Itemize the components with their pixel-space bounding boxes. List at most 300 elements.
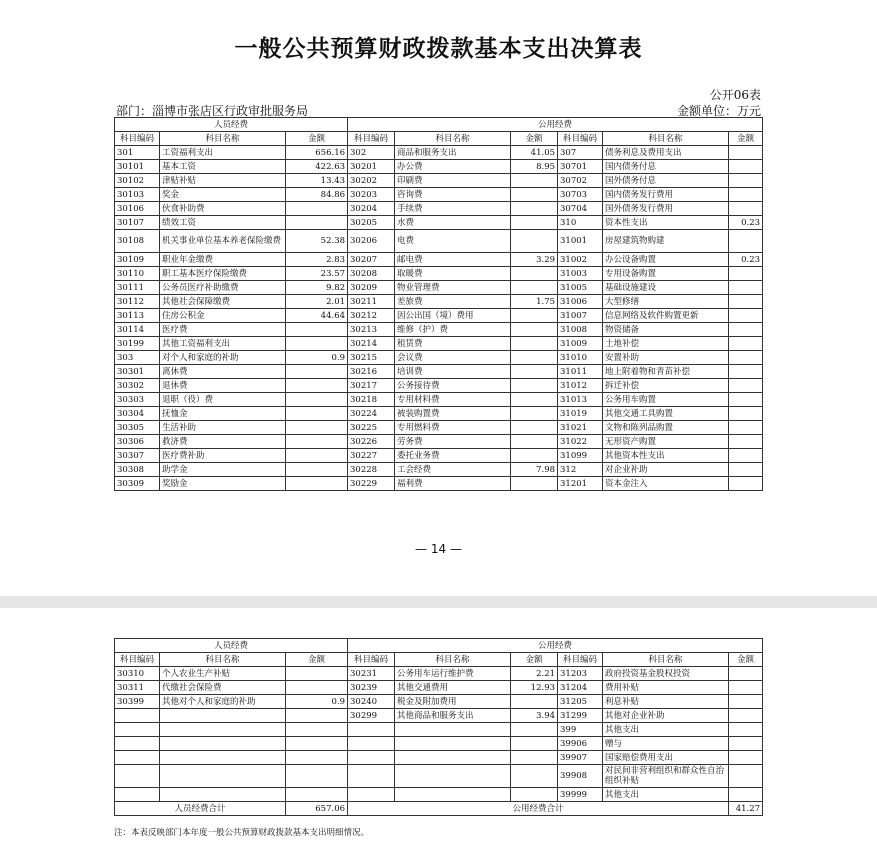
public-code-cell: 30205 — [348, 216, 395, 230]
personnel-code-cell: 30110 — [115, 267, 160, 281]
public-name-cell — [395, 765, 511, 788]
capital-amount-cell — [729, 295, 763, 309]
personnel-amount-cell: 2.83 — [286, 253, 348, 267]
table-row — [115, 253, 763, 267]
personnel-amount-cell — [286, 323, 348, 337]
table-row — [115, 216, 763, 230]
table-row — [115, 267, 763, 281]
col-amount: 金额 — [511, 132, 558, 146]
public-amount-cell: 41.05 — [511, 146, 558, 160]
capital-code-cell: 31012 — [558, 379, 603, 393]
personnel-name-cell: 公务员医疗补助缴费 — [160, 281, 286, 295]
public-code-cell — [348, 723, 395, 737]
public-code-cell: 30206 — [348, 230, 395, 253]
personnel-amount-cell — [286, 723, 348, 737]
personnel-code-cell: 30112 — [115, 295, 160, 309]
public-name-cell — [395, 788, 511, 802]
capital-amount-cell — [729, 723, 763, 737]
personnel-code-cell: 30305 — [115, 421, 160, 435]
public-name-cell — [395, 723, 511, 737]
capital-name-cell: 利息补贴 — [603, 695, 729, 709]
personnel-name-cell — [160, 751, 286, 765]
capital-amount-cell — [729, 230, 763, 253]
personnel-name-cell: 助学金 — [160, 463, 286, 477]
personnel-name-cell: 其他社会保障缴费 — [160, 295, 286, 309]
personnel-amount-cell — [286, 393, 348, 407]
public-amount-cell — [511, 174, 558, 188]
personnel-name-cell: 奖励金 — [160, 477, 286, 491]
col-amount: 金额 — [729, 132, 763, 146]
capital-code-cell: 39999 — [558, 788, 603, 802]
capital-code-cell: 310 — [558, 216, 603, 230]
public-amount-cell: 2.21 — [511, 667, 558, 681]
personnel-code-cell: 30399 — [115, 695, 160, 709]
personnel-name-cell: 医疗费 — [160, 323, 286, 337]
capital-amount-cell — [729, 267, 763, 281]
personnel-code-cell: 30309 — [115, 477, 160, 491]
capital-name-cell: 基础设施建设 — [603, 281, 729, 295]
personnel-amount-cell — [286, 337, 348, 351]
personnel-name-cell: 医疗费补助 — [160, 449, 286, 463]
personnel-amount-cell — [286, 765, 348, 788]
personnel-name-cell: 退休费 — [160, 379, 286, 393]
personnel-header: 人员经费 — [115, 118, 348, 132]
personnel-amount-cell — [286, 737, 348, 751]
capital-name-cell: 其他资本性支出 — [603, 449, 729, 463]
personnel-code-cell: 30306 — [115, 435, 160, 449]
personnel-code-cell: 30102 — [115, 174, 160, 188]
public-name-cell: 差旅费 — [395, 295, 511, 309]
personnel-name-cell: 伙食补助费 — [160, 202, 286, 216]
personnel-name-cell: 生活补助 — [160, 421, 286, 435]
form-number: 公开06表 — [709, 88, 761, 102]
public-amount-cell — [511, 421, 558, 435]
capital-name-cell: 其他支出 — [603, 788, 729, 802]
public-code-cell: 30299 — [348, 709, 395, 723]
table-row — [115, 174, 763, 188]
personnel-code-cell: 30114 — [115, 323, 160, 337]
public-code-cell: 30239 — [348, 681, 395, 695]
capital-amount-cell — [729, 463, 763, 477]
public-name-cell: 因公出国（境）费用 — [395, 309, 511, 323]
public-name-cell: 税金及附加费用 — [395, 695, 511, 709]
capital-name-cell: 房屋建筑物购建 — [603, 230, 729, 253]
capital-code-cell: 31205 — [558, 695, 603, 709]
page-15 — [0, 608, 877, 859]
public-name-cell: 印刷费 — [395, 174, 511, 188]
personnel-name-cell: 抚恤金 — [160, 407, 286, 421]
capital-name-cell: 其他交通工具购置 — [603, 407, 729, 421]
capital-code-cell: 31019 — [558, 407, 603, 421]
personnel-amount-cell: 44.64 — [286, 309, 348, 323]
capital-amount-cell — [729, 146, 763, 160]
capital-name-cell: 文物和陈列品购置 — [603, 421, 729, 435]
personnel-code-cell: 30113 — [115, 309, 160, 323]
table-row — [115, 788, 763, 802]
public-amount-cell — [511, 723, 558, 737]
personnel-name-cell: 对个人和家庭的补助 — [160, 351, 286, 365]
table-row — [115, 449, 763, 463]
table-row — [115, 365, 763, 379]
public-amount-cell — [511, 281, 558, 295]
capital-code-cell: 30701 — [558, 160, 603, 174]
page-separator — [0, 596, 877, 608]
capital-name-cell: 对民间非营利组织和群众性自治组织补贴 — [603, 765, 729, 788]
col-amount: 金额 — [511, 653, 558, 667]
public-code-cell: 30231 — [348, 667, 395, 681]
capital-name-cell: 对企业补助 — [603, 463, 729, 477]
personnel-name-cell — [160, 737, 286, 751]
public-amount-cell: 3.29 — [511, 253, 558, 267]
public-name-cell: 物业管理费 — [395, 281, 511, 295]
personnel-code-cell: 30107 — [115, 216, 160, 230]
capital-code-cell: 31008 — [558, 323, 603, 337]
personnel-code-cell: 301 — [115, 146, 160, 160]
capital-code-cell: 31002 — [558, 253, 603, 267]
public-name-cell: 商品和服务支出 — [395, 146, 511, 160]
capital-amount-cell — [729, 309, 763, 323]
public-code-cell: 30215 — [348, 351, 395, 365]
capital-code-cell: 30702 — [558, 174, 603, 188]
personnel-amount-cell — [286, 202, 348, 216]
table-row — [115, 146, 763, 160]
personnel-name-cell: 津贴补贴 — [160, 174, 286, 188]
table-row — [115, 765, 763, 788]
public-name-cell: 福利费 — [395, 477, 511, 491]
table-row — [115, 709, 763, 723]
capital-amount-cell — [729, 695, 763, 709]
personnel-name-cell: 退职（役）费 — [160, 393, 286, 407]
personnel-code-cell: 30101 — [115, 160, 160, 174]
personnel-amount-cell — [286, 421, 348, 435]
public-amount-cell — [511, 393, 558, 407]
capital-name-cell: 国外债务发行费用 — [603, 202, 729, 216]
personnel-code-cell: 30103 — [115, 188, 160, 202]
personnel-name-cell: 其他对个人和家庭的补助 — [160, 695, 286, 709]
personnel-name-cell: 基本工资 — [160, 160, 286, 174]
public-amount-cell — [511, 788, 558, 802]
capital-code-cell: 31022 — [558, 435, 603, 449]
personnel-amount-cell: 13.43 — [286, 174, 348, 188]
capital-name-cell: 无形资产购置 — [603, 435, 729, 449]
personnel-code-cell — [115, 737, 160, 751]
capital-name-cell: 物资储备 — [603, 323, 729, 337]
personnel-name-cell: 其他工资福利支出 — [160, 337, 286, 351]
public-amount-cell — [511, 188, 558, 202]
capital-name-cell: 专用设备购置 — [603, 267, 729, 281]
expenditure-table-part1 — [114, 117, 763, 491]
capital-code-cell: 31021 — [558, 421, 603, 435]
personnel-name-cell: 奖金 — [160, 188, 286, 202]
public-code-cell: 30218 — [348, 393, 395, 407]
public-name-cell: 租赁费 — [395, 337, 511, 351]
public-code-cell: 30209 — [348, 281, 395, 295]
capital-name-cell: 国外债务付息 — [603, 174, 729, 188]
capital-code-cell: 31005 — [558, 281, 603, 295]
public-code-cell: 30203 — [348, 188, 395, 202]
personnel-code-cell: 30303 — [115, 393, 160, 407]
capital-amount-cell — [729, 365, 763, 379]
personnel-name-cell: 工资福利支出 — [160, 146, 286, 160]
capital-amount-cell — [729, 323, 763, 337]
table-row — [115, 737, 763, 751]
personnel-name-cell — [160, 723, 286, 737]
personnel-total-label: 人员经费合计 — [115, 802, 286, 816]
public-name-cell: 其他交通费用 — [395, 681, 511, 695]
personnel-header: 人员经费 — [115, 639, 348, 653]
public-name-cell: 专用燃料费 — [395, 421, 511, 435]
table-row — [115, 751, 763, 765]
capital-amount-cell — [729, 407, 763, 421]
public-amount-cell — [511, 202, 558, 216]
table-row — [115, 230, 763, 253]
personnel-name-cell — [160, 765, 286, 788]
table-row — [115, 463, 763, 477]
public-name-cell: 维修（护）费 — [395, 323, 511, 337]
public-code-cell: 30240 — [348, 695, 395, 709]
public-code-cell: 30208 — [348, 267, 395, 281]
table-row — [115, 421, 763, 435]
public-name-cell: 委托业务费 — [395, 449, 511, 463]
public-code-cell: 30201 — [348, 160, 395, 174]
table-row — [115, 309, 763, 323]
public-code-cell: 30212 — [348, 309, 395, 323]
capital-amount-cell — [729, 174, 763, 188]
public-code-cell — [348, 788, 395, 802]
public-amount-cell — [511, 267, 558, 281]
public-code-cell: 30214 — [348, 337, 395, 351]
personnel-amount-cell: 9.82 — [286, 281, 348, 295]
public-amount-cell — [511, 751, 558, 765]
personnel-code-cell: 303 — [115, 351, 160, 365]
public-name-cell: 工会经费 — [395, 463, 511, 477]
public-amount-cell — [511, 365, 558, 379]
capital-code-cell: 31011 — [558, 365, 603, 379]
personnel-name-cell: 住房公积金 — [160, 309, 286, 323]
public-name-cell: 水费 — [395, 216, 511, 230]
capital-name-cell: 国家赔偿费用支出 — [603, 751, 729, 765]
public-amount-cell — [511, 477, 558, 491]
personnel-name-cell: 代缴社会保险费 — [160, 681, 286, 695]
capital-name-cell: 政府投资基金股权投资 — [603, 667, 729, 681]
table-row — [115, 695, 763, 709]
capital-amount-cell — [729, 379, 763, 393]
personnel-amount-cell — [286, 477, 348, 491]
personnel-amount-cell: 0.9 — [286, 695, 348, 709]
capital-name-cell: 国内债务付息 — [603, 160, 729, 174]
table-row — [115, 351, 763, 365]
capital-amount-cell — [729, 188, 763, 202]
department-label: 部门：淄博市张店区行政审批服务局 — [116, 104, 309, 118]
public-code-cell: 30207 — [348, 253, 395, 267]
personnel-amount-cell — [286, 216, 348, 230]
personnel-amount-cell: 84.86 — [286, 188, 348, 202]
public-code-cell: 30226 — [348, 435, 395, 449]
table-row — [115, 160, 763, 174]
personnel-amount-cell: 2.01 — [286, 295, 348, 309]
public-header: 公用经费 — [348, 639, 763, 653]
capital-code-cell: 39906 — [558, 737, 603, 751]
col-name: 科目名称 — [603, 132, 729, 146]
public-name-cell: 其他商品和服务支出 — [395, 709, 511, 723]
personnel-code-cell: 30301 — [115, 365, 160, 379]
personnel-code-cell: 30302 — [115, 379, 160, 393]
public-name-cell — [395, 751, 511, 765]
capital-name-cell: 资本性支出 — [603, 216, 729, 230]
capital-name-cell: 信息网络及软件购置更新 — [603, 309, 729, 323]
public-code-cell: 30225 — [348, 421, 395, 435]
personnel-name-cell: 离休费 — [160, 365, 286, 379]
capital-name-cell: 大型修缮 — [603, 295, 729, 309]
capital-amount-cell — [729, 667, 763, 681]
col-name: 科目名称 — [160, 653, 286, 667]
public-total-label: 公用经费合计 — [348, 802, 729, 816]
public-code-cell: 30204 — [348, 202, 395, 216]
capital-amount-cell — [729, 681, 763, 695]
personnel-code-cell: 30111 — [115, 281, 160, 295]
col-amount: 金额 — [286, 132, 348, 146]
col-code: 科目编码 — [115, 132, 160, 146]
table-row — [115, 188, 763, 202]
capital-code-cell: 31001 — [558, 230, 603, 253]
capital-amount-cell: 0.23 — [729, 216, 763, 230]
public-code-cell: 30224 — [348, 407, 395, 421]
public-amount-cell — [511, 407, 558, 421]
col-amount: 金额 — [286, 653, 348, 667]
personnel-amount-cell: 52.38 — [286, 230, 348, 253]
public-name-cell: 劳务费 — [395, 435, 511, 449]
public-name-cell: 会议费 — [395, 351, 511, 365]
table-row — [115, 723, 763, 737]
capital-name-cell: 赠与 — [603, 737, 729, 751]
table-row — [115, 295, 763, 309]
public-amount-cell — [511, 337, 558, 351]
personnel-amount-cell: 656.16 — [286, 146, 348, 160]
personnel-amount-cell — [286, 379, 348, 393]
personnel-code-cell — [115, 751, 160, 765]
capital-code-cell: 31203 — [558, 667, 603, 681]
capital-name-cell: 其他支出 — [603, 723, 729, 737]
capital-amount-cell — [729, 788, 763, 802]
capital-code-cell: 307 — [558, 146, 603, 160]
public-code-cell — [348, 737, 395, 751]
capital-code-cell: 31204 — [558, 681, 603, 695]
capital-code-cell: 31007 — [558, 309, 603, 323]
personnel-amount-cell — [286, 788, 348, 802]
capital-amount-cell — [729, 337, 763, 351]
capital-amount-cell — [729, 393, 763, 407]
public-amount-cell: 7.98 — [511, 463, 558, 477]
table-row — [115, 667, 763, 681]
personnel-code-cell: 30199 — [115, 337, 160, 351]
public-name-cell: 公务接待费 — [395, 379, 511, 393]
personnel-amount-cell: 422.63 — [286, 160, 348, 174]
capital-name-cell: 安置补助 — [603, 351, 729, 365]
public-code-cell — [348, 765, 395, 788]
public-name-cell: 手续费 — [395, 202, 511, 216]
personnel-name-cell: 机关事业单位基本养老保险缴费 — [160, 230, 286, 253]
capital-code-cell: 30703 — [558, 188, 603, 202]
capital-code-cell: 39907 — [558, 751, 603, 765]
capital-name-cell: 土地补偿 — [603, 337, 729, 351]
public-name-cell: 办公费 — [395, 160, 511, 174]
personnel-amount-cell — [286, 681, 348, 695]
public-name-cell: 电费 — [395, 230, 511, 253]
public-amount-cell: 8.95 — [511, 160, 558, 174]
capital-code-cell: 31099 — [558, 449, 603, 463]
capital-amount-cell — [729, 421, 763, 435]
public-name-cell: 公务用车运行维护费 — [395, 667, 511, 681]
personnel-amount-cell: 23.57 — [286, 267, 348, 281]
table-row — [115, 407, 763, 421]
capital-name-cell: 资本金注入 — [603, 477, 729, 491]
capital-name-cell: 拆迁补偿 — [603, 379, 729, 393]
public-name-cell: 咨询费 — [395, 188, 511, 202]
report-title: 一般公共预算财政拨款基本支出决算表 — [234, 36, 643, 62]
personnel-code-cell: 30304 — [115, 407, 160, 421]
personnel-code-cell: 30310 — [115, 667, 160, 681]
capital-amount-cell — [729, 351, 763, 365]
capital-code-cell: 31006 — [558, 295, 603, 309]
capital-name-cell: 地上附着物和青苗补偿 — [603, 365, 729, 379]
capital-name-cell: 公务用车购置 — [603, 393, 729, 407]
public-name-cell: 专用材料费 — [395, 393, 511, 407]
capital-amount-cell — [729, 765, 763, 788]
public-code-cell: 30227 — [348, 449, 395, 463]
personnel-amount-cell — [286, 463, 348, 477]
col-name: 科目名称 — [395, 653, 511, 667]
personnel-code-cell — [115, 723, 160, 737]
personnel-code-cell: 30106 — [115, 202, 160, 216]
personnel-code-cell — [115, 788, 160, 802]
public-amount-cell: 1.75 — [511, 295, 558, 309]
personnel-code-cell: 30311 — [115, 681, 160, 695]
capital-amount-cell — [729, 435, 763, 449]
table-row — [115, 202, 763, 216]
col-code: 科目编码 — [115, 653, 160, 667]
table-row — [115, 337, 763, 351]
personnel-code-cell: 30109 — [115, 253, 160, 267]
col-code: 科目编码 — [348, 653, 395, 667]
personnel-code-cell: 30307 — [115, 449, 160, 463]
capital-code-cell: 31009 — [558, 337, 603, 351]
capital-amount-cell: 0.23 — [729, 253, 763, 267]
public-amount-cell — [511, 216, 558, 230]
capital-amount-cell — [729, 751, 763, 765]
public-code-cell: 30213 — [348, 323, 395, 337]
capital-code-cell: 399 — [558, 723, 603, 737]
personnel-amount-cell — [286, 365, 348, 379]
personnel-amount-cell — [286, 449, 348, 463]
capital-amount-cell — [729, 160, 763, 174]
table-row — [115, 477, 763, 491]
public-name-cell — [395, 737, 511, 751]
public-code-cell: 30228 — [348, 463, 395, 477]
col-code: 科目编码 — [558, 653, 603, 667]
capital-amount-cell — [729, 202, 763, 216]
capital-amount-cell — [729, 737, 763, 751]
capital-amount-cell — [729, 709, 763, 723]
personnel-name-cell — [160, 788, 286, 802]
col-name: 科目名称 — [603, 653, 729, 667]
personnel-name-cell: 个人农业生产补贴 — [160, 667, 286, 681]
expenditure-table-part2 — [114, 638, 763, 816]
capital-name-cell: 办公设备购置 — [603, 253, 729, 267]
public-amount-cell — [511, 737, 558, 751]
public-amount-cell — [511, 765, 558, 788]
public-amount-cell — [511, 379, 558, 393]
public-amount-cell — [511, 449, 558, 463]
